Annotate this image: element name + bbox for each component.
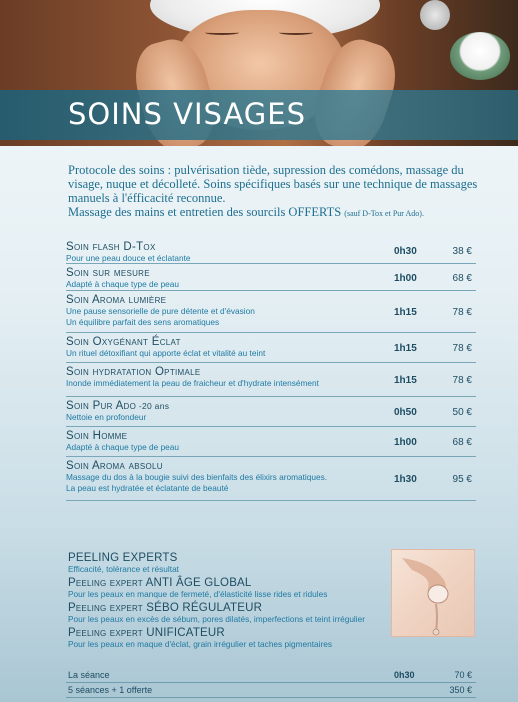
soin-price: 78 € xyxy=(452,375,472,386)
soin-duration: 1h15 xyxy=(394,375,417,386)
rate-duration: 0h30 xyxy=(394,670,415,680)
intro-offer-note: (sauf D-Tox et Pur Ado). xyxy=(344,209,424,218)
soin-duration: 1h15 xyxy=(394,307,417,318)
soins-list xyxy=(66,238,476,501)
intro-protocol: Protocole des soins : pulvérisation tiède, supression des comédons, massage du visage, nuque et décolleté. Soins spécifiques basés sur une technique de massages manuels à l'éfficacité reconnue. xyxy=(68,163,478,205)
soin-name-text: Soin Homme xyxy=(66,430,128,442)
header-photo xyxy=(0,0,518,146)
soin-name-text: Soin Oxygénant Éclat xyxy=(66,336,181,348)
soin-item xyxy=(66,397,476,427)
soin-name-text: Soin hydratation Optimale xyxy=(66,366,201,378)
soin-description: Adapté à chaque type de peau xyxy=(66,442,180,452)
peeling-description: Pour les peaux en manque de fermeté, d'élasticité lisse rides et ridules xyxy=(68,589,328,599)
eye-right xyxy=(279,30,313,35)
peeling-name: Peeling expert SÉBO RÉGULATEUR xyxy=(68,602,263,614)
soin-name-text: Soin sur mesure xyxy=(66,267,150,279)
soin-price: 38 € xyxy=(452,246,472,257)
soin-note: -20 ans xyxy=(136,401,170,411)
soin-item xyxy=(66,238,476,264)
peeling-name: Peeling expert ANTI ÂGE GLOBAL xyxy=(68,577,252,589)
soin-description: Adapté à chaque type de peau xyxy=(66,279,180,289)
eye-left xyxy=(205,30,239,35)
rate-label: 5 séances + 1 offerte xyxy=(68,685,153,695)
soin-name xyxy=(66,460,476,472)
page-title: SOINS VISAGES xyxy=(68,97,306,131)
soin-price: 68 € xyxy=(452,437,472,448)
soin-duration: 1h15 xyxy=(394,343,417,354)
rate-label: La séance xyxy=(68,670,110,680)
soin-duration: 1h30 xyxy=(394,474,417,485)
soin-name-text: Soin Aroma absolu xyxy=(66,460,163,472)
soin-description: Une pause sensorielle de pure détente et d'évasion xyxy=(66,306,255,316)
soin-duration: 0h50 xyxy=(394,407,417,418)
rate-price: 70 € xyxy=(454,670,472,680)
soin-price: 78 € xyxy=(452,343,472,354)
soin-name-text: Soin Aroma lumière xyxy=(66,294,167,306)
rate-row xyxy=(66,683,476,698)
serum-drop-icon xyxy=(392,550,476,638)
soin-name-text: Soin flash D-Tox xyxy=(66,241,156,253)
soin-description: Un rituel détoxifiant qui apporte éclat et vitalité au teint xyxy=(66,348,266,358)
cream-bowl xyxy=(450,32,510,80)
soin-price: 95 € xyxy=(452,474,472,485)
soin-description: Pour une peau douce et éclatante xyxy=(66,253,191,263)
intro-text xyxy=(68,163,488,221)
soin-item xyxy=(66,457,476,501)
soin-description: Massage du dos à la bougie suivi des bienfaits des élixirs aromatiques. xyxy=(66,472,328,482)
soin-item xyxy=(66,264,476,291)
soin-description: La peau est hydratée et éclatante de beauté xyxy=(66,483,229,493)
peeling-list xyxy=(68,552,398,652)
serum-drop-image xyxy=(391,549,475,637)
peeling-name: Peeling expert UNIFICATEUR xyxy=(68,627,225,639)
soin-item xyxy=(66,363,476,397)
soin-description: Nettoie en profondeur xyxy=(66,412,147,422)
soin-name xyxy=(66,294,476,306)
soin-item xyxy=(66,291,476,333)
soin-description: Un équilibre parfait des sens aromatiques xyxy=(66,317,220,327)
soin-description: Inonde immédiatement la peau de fraicheur et d'hydrate intensément xyxy=(66,378,319,388)
soin-item xyxy=(66,427,476,457)
rate-row xyxy=(66,668,476,683)
spa-stone xyxy=(420,0,450,30)
peeling-description: Efficacité, tolérance et résultat xyxy=(68,564,179,574)
soin-item xyxy=(66,333,476,363)
peeling-description: Pour les peaux en excès de sébum, pores dilatés, imperfections et teint irrégulier xyxy=(68,614,365,624)
soin-name-text: Soin Pur Ado xyxy=(66,400,137,412)
soin-price: 50 € xyxy=(452,407,472,418)
peeling-rates xyxy=(66,668,476,698)
soin-duration: 1h00 xyxy=(394,437,417,448)
soin-price: 68 € xyxy=(452,273,472,284)
soin-duration: 1h00 xyxy=(394,273,417,284)
peeling-description: Pour les peaux en maque d'éclat, grain irrégulier et taches pigmentaires xyxy=(68,639,333,649)
soin-duration: 0h30 xyxy=(394,246,417,257)
peeling-name: PEELING EXPERTS xyxy=(68,552,178,564)
rate-price: 350 € xyxy=(449,685,472,695)
intro-offer: Massage des mains et entretien des sourcils OFFERTS xyxy=(68,205,342,219)
soin-price: 78 € xyxy=(452,307,472,318)
